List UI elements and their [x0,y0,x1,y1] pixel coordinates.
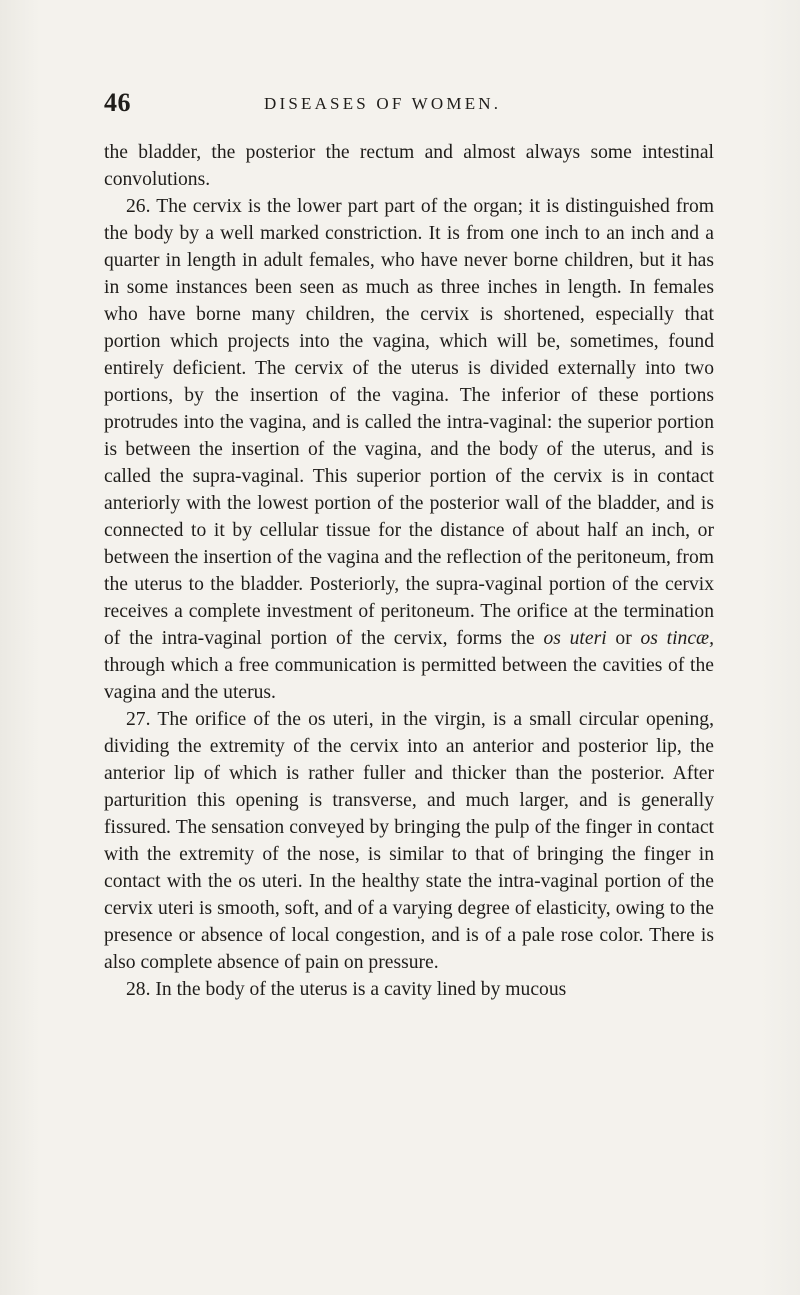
term-os-uteri: os uteri [543,628,607,649]
paragraph-number: 26. [126,196,151,217]
paragraph-number: 27. [126,709,151,730]
paragraph-26 [104,193,714,706]
paragraph-number: 28. [126,979,151,1000]
page-number: 46 [104,88,131,117]
running-head: DISEASES OF WOMEN. [264,94,502,113]
paragraph-28 [104,976,714,1003]
page-header [104,88,714,122]
term-os-tincae: os tincæ, [640,628,715,649]
paragraph-text: The cervix is the lower part part of the organ; it is distinguished from the body by a well marked constriction. It is from one inch to an inch and a quarter in length in adult females, who have never borne children, but it has in some instances been seen as much as three inches in length. In females who have borne many children, the cervix is shortened, especially that portion which projects into the vagina, which will be, sometimes, found entirely deficient. The cervix of the uterus is divided externally into two portions, by the insertion of the vagina. The inferior of these portions protrudes into the vagina, and is called the intra-vaginal: the superior portion is between the insertion of the vagina, and the body of the uterus, and is called the supra-vaginal. This superior portion of the cervix is in contact anteriorly with the lowest portion of the posterior wall of the bladder, and is connected to it by cellular tissue for the distance of about half an inch, or between the insertion of the vagina and the reflection of the peritoneum, from the uterus to the bladder. Posteriorly, the supra-vaginal portion of the cervix receives a complete investment of peritoneum. The orifice at the termination of the intra-vaginal portion of the cervix, forms the [104,196,714,649]
paragraph-text: In the body of the uterus is a cavity lined by mucous [150,979,567,1000]
paragraph-text: or [606,628,641,649]
body-text [104,139,714,1003]
paragraph-text: The orifice of the os uteri, in the virgin, is a small circular opening, dividing the extremity of the cervix into an anterior and posterior lip, the anterior lip of which is rather fuller and thicker than the posterior. After parturition this opening is transverse, and much larger, and is generally fissured. The sensation conveyed by bringing the pulp of the finger in contact with the extremity of the nose, is similar to that of bringing the finger in contact with the os uteri. In the healthy state the intra-vaginal portion of the cervix uteri is smooth, soft, and of a varying degree of elasticity, owing to the presence or absence of local congestion, and is of a pale rose color. There is also complete absence of pain on pressure. [104,709,714,973]
paragraph-continued [104,139,714,193]
paragraph-27 [104,706,714,976]
paragraph-text: the bladder, the posterior the rectum and almost always some intestinal convolutions. [104,142,714,190]
paragraph-text: through which a free communication is permitted between the cavities of the vagina and the uterus. [104,655,714,703]
